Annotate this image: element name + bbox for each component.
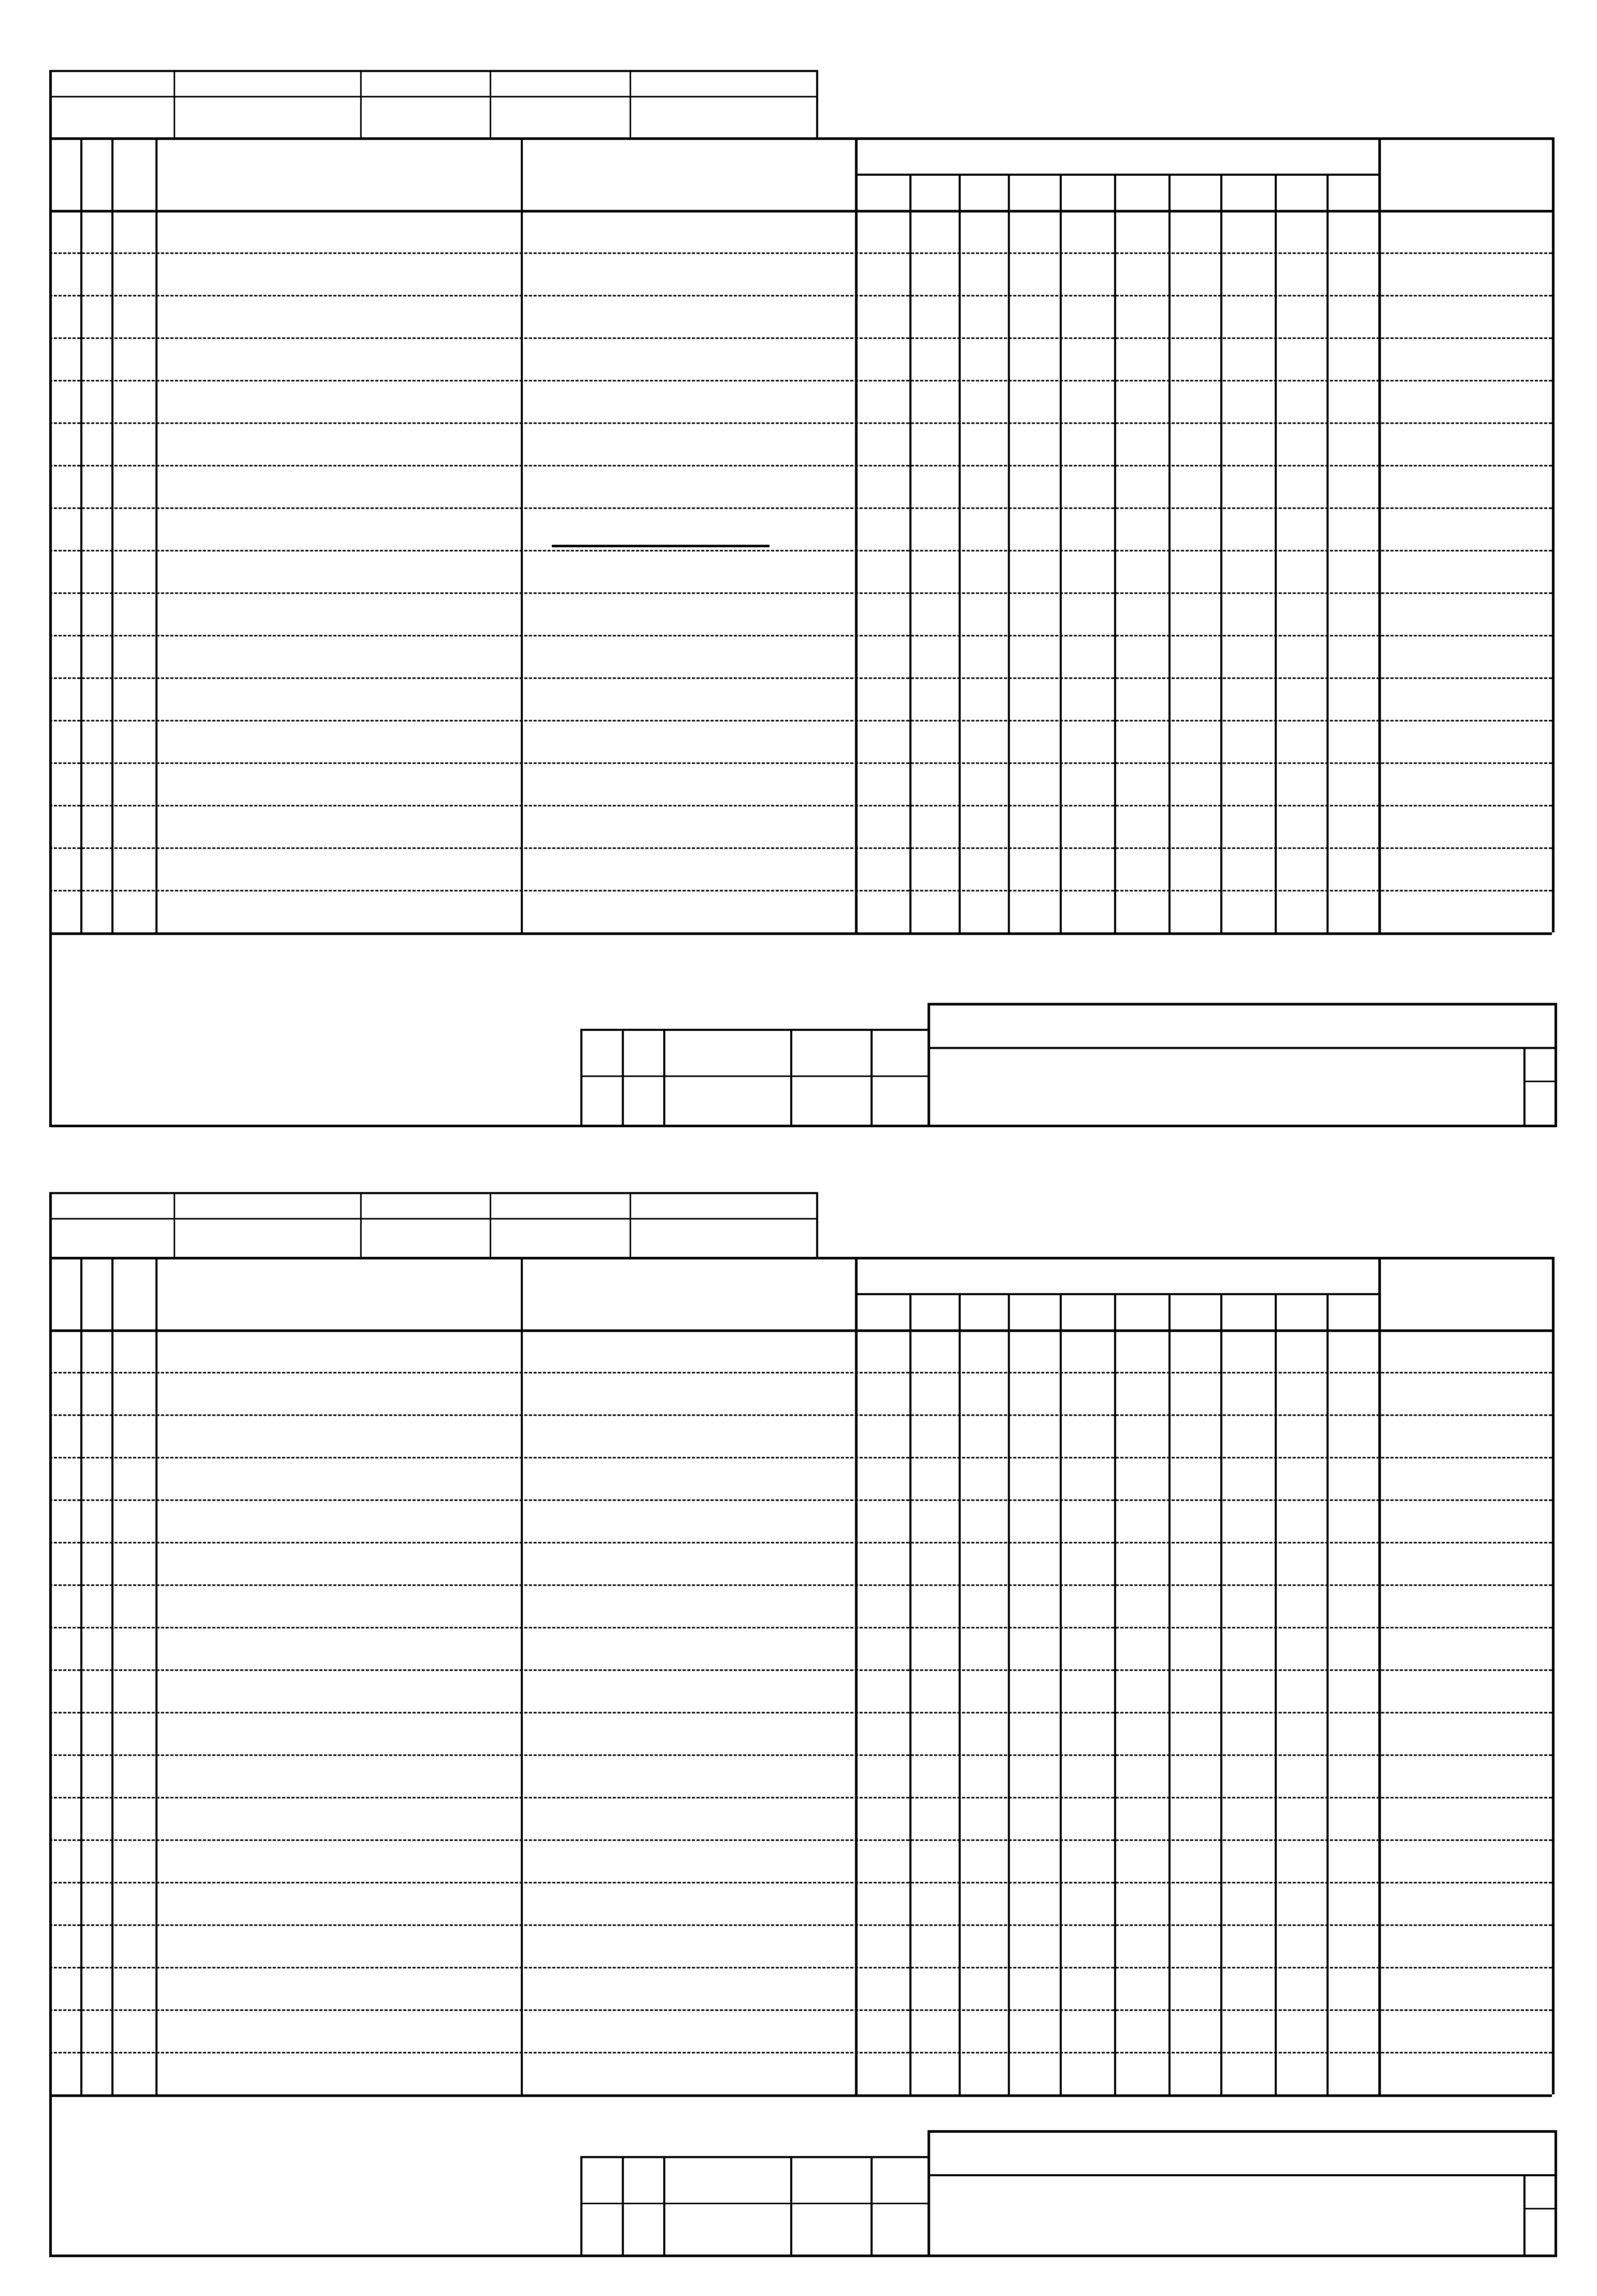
qty-subheader-line <box>855 1293 1378 1295</box>
column-rule <box>909 174 911 932</box>
column-rule <box>855 137 858 932</box>
column-rule <box>80 137 82 932</box>
row-separator <box>49 1839 1552 1841</box>
row-separator <box>49 635 1552 636</box>
row-separator <box>49 465 1552 466</box>
stamp-strip-divider <box>816 1192 818 1257</box>
row-separator <box>49 1584 1552 1586</box>
row-separator <box>49 1414 1552 1416</box>
revision-grid-rule <box>663 2156 665 2255</box>
revision-grid-rule <box>580 1029 582 1125</box>
column-rule <box>959 174 961 932</box>
row-separator <box>49 847 1552 849</box>
column-rule <box>855 1257 858 2094</box>
row-separator <box>49 1457 1552 1458</box>
column-rule <box>111 1257 113 2094</box>
column-rule <box>155 1257 158 2094</box>
column-rule <box>1220 1293 1222 2094</box>
column-rule <box>49 137 51 932</box>
column-rule <box>1114 1293 1116 2094</box>
revision-grid-rule <box>928 1029 930 1125</box>
row-separator <box>49 805 1552 806</box>
stamp-strip-divider <box>490 70 491 137</box>
revision-grid-top <box>580 2156 928 2158</box>
column-rule <box>909 1293 911 2094</box>
column-rule <box>155 137 158 932</box>
table-bottom-border <box>49 932 1552 935</box>
column-rule <box>959 1293 961 2094</box>
revision-grid-rule <box>663 1029 665 1125</box>
row-separator <box>49 1542 1552 1543</box>
revision-grid-rule <box>790 1029 792 1125</box>
stamp-strip-top <box>49 1192 816 1194</box>
row-separator <box>49 762 1552 764</box>
row-separator <box>49 1499 1552 1501</box>
stamp-strip-divider <box>360 70 362 137</box>
row-separator <box>49 1882 1552 1883</box>
row-separator <box>49 677 1552 679</box>
column-rule <box>1114 174 1116 932</box>
stamp-strip-divider <box>174 70 175 137</box>
row-separator <box>49 2052 1552 2053</box>
column-rule <box>111 137 113 932</box>
row-separator <box>49 1627 1552 1628</box>
row-separator <box>49 550 1552 551</box>
column-rule <box>521 137 523 932</box>
table-top-border <box>49 137 1552 140</box>
column-rule <box>1168 174 1171 932</box>
row-separator <box>49 890 1552 891</box>
frame-bottom-border <box>49 1125 1557 1127</box>
stamp-strip-top <box>49 70 816 72</box>
stamp-strip-divider <box>174 1192 175 1257</box>
row-separator <box>49 1372 1552 1373</box>
row-separator <box>49 507 1552 509</box>
revision-grid-rule <box>580 2156 582 2255</box>
stamp-strip-divider <box>630 70 631 137</box>
table-right-border <box>1552 1257 1555 2094</box>
revision-grid-rule <box>871 2156 873 2255</box>
revision-grid-rule <box>928 2156 930 2255</box>
stamp-strip-divider <box>490 1192 491 1257</box>
column-rule <box>1008 174 1010 932</box>
row-separator <box>49 1669 1552 1671</box>
row-separator <box>49 1924 1552 1926</box>
sheet-no-divider <box>1523 1047 1525 1125</box>
column-rule <box>1060 1293 1062 2094</box>
frame-right-border <box>1555 1003 1557 1125</box>
column-rule <box>1220 174 1222 932</box>
revision-grid-mid <box>580 1075 928 1077</box>
sheet-no-line <box>1523 2208 1555 2209</box>
column-rule <box>521 1257 523 2094</box>
sheet-no-line <box>1523 1081 1555 1082</box>
revision-grid-rule <box>622 1029 624 1125</box>
revision-grid-rule <box>871 1029 873 1125</box>
row-separator <box>49 1754 1552 1756</box>
row-separator <box>49 2009 1552 2011</box>
frame-bottom-border <box>49 2255 1557 2257</box>
column-rule <box>1327 1293 1329 2094</box>
row-separator <box>49 422 1552 424</box>
title-block-top <box>928 2130 1555 2133</box>
title-block-top <box>928 1003 1555 1005</box>
row-separator <box>49 1967 1552 1968</box>
table-right-border <box>1552 137 1555 932</box>
title-block-mid <box>928 1047 1555 1049</box>
column-rule <box>1275 174 1277 932</box>
column-rule <box>1378 1257 1381 2094</box>
stamp-strip-mid <box>49 1218 816 1220</box>
sheet-no-divider <box>1523 2174 1525 2255</box>
row-separator <box>49 337 1552 339</box>
table-bottom-border <box>49 2094 1552 2097</box>
row-separator <box>49 1797 1552 1798</box>
revision-grid-rule <box>622 2156 624 2255</box>
stamp-strip-divider <box>816 70 818 137</box>
revision-grid-top <box>580 1029 928 1031</box>
row-separator <box>49 592 1552 594</box>
frame-right-border <box>1555 2130 1557 2255</box>
spec-sheet-10 <box>0 1166 1597 2296</box>
column-rule <box>1378 137 1381 932</box>
revision-grid-rule <box>790 2156 792 2255</box>
stamp-strip-divider <box>630 1192 631 1257</box>
row-separator <box>49 295 1552 296</box>
section-heading-underline <box>552 545 769 547</box>
row-separator <box>49 720 1552 721</box>
table-top-border <box>49 1257 1552 1259</box>
column-rule <box>1327 174 1329 932</box>
qty-subheader-line <box>855 174 1378 176</box>
column-rule <box>1168 1293 1171 2094</box>
column-rule <box>49 1257 51 2094</box>
row-separator <box>49 252 1552 254</box>
stamp-strip-divider <box>360 1192 362 1257</box>
column-rule <box>1008 1293 1010 2094</box>
column-rule <box>80 1257 82 2094</box>
revision-grid-mid <box>580 2203 928 2204</box>
title-block-mid <box>928 2174 1555 2176</box>
column-rule <box>1275 1293 1277 2094</box>
stamp-strip-mid <box>49 96 816 97</box>
row-separator <box>49 1712 1552 1713</box>
row-separator <box>49 380 1552 381</box>
column-rule <box>1060 174 1062 932</box>
